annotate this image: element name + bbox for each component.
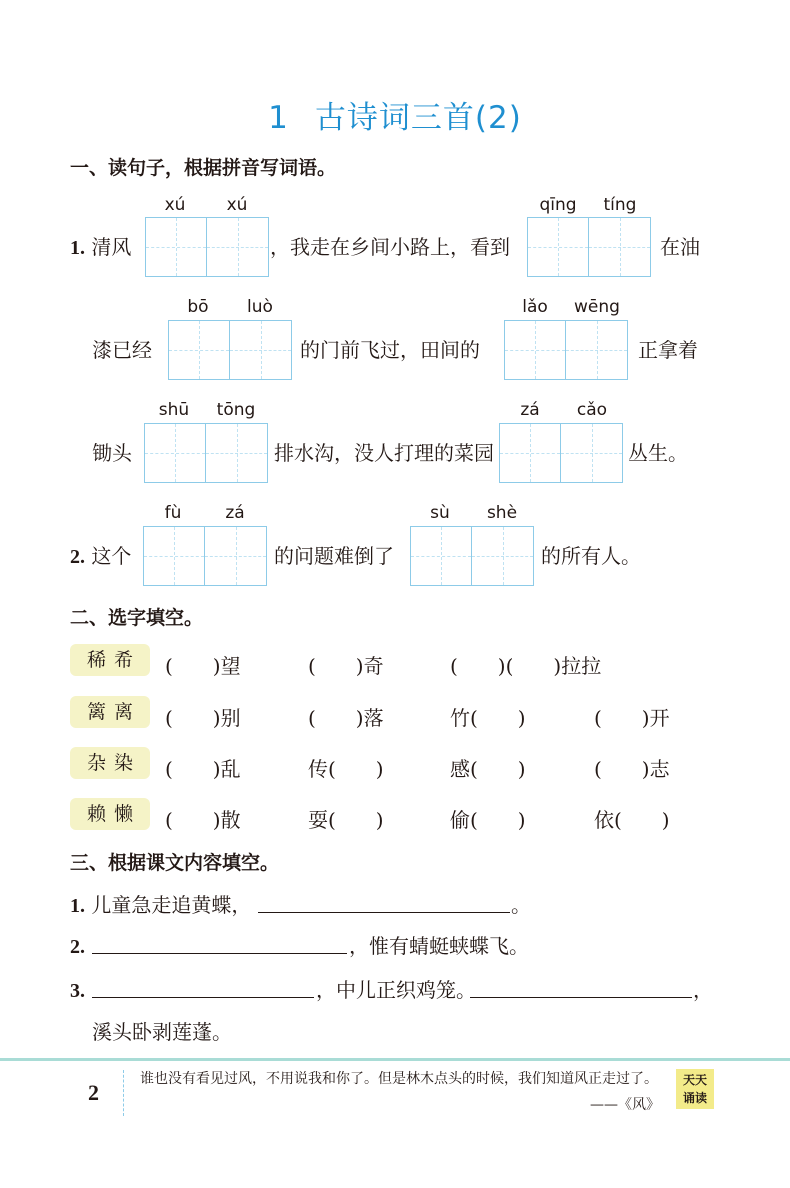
answer-line[interactable] — [92, 953, 347, 954]
pinyin-za-1: zá — [520, 400, 540, 420]
pinyin-shu: shū — [158, 400, 190, 420]
fill-blank[interactable]: ( )开 — [594, 706, 670, 730]
s3-q1-line — [70, 893, 251, 918]
pinyin-za-2: zá — [225, 503, 245, 523]
pinyin-tong: tōng — [216, 400, 256, 420]
fill-blank[interactable]: 依( ) — [594, 808, 670, 832]
page-title — [0, 92, 790, 137]
s3-q2-label: 2. — [70, 936, 85, 958]
q1-text7: 锄头 — [92, 441, 132, 465]
char-choice-chip: 赖懒 — [70, 798, 150, 830]
lesson-title: 古诗词三首(2) — [314, 100, 522, 136]
answer-grid-weng[interactable] — [566, 320, 628, 380]
pinyin-bo: bō — [187, 297, 209, 317]
fill-blank[interactable]: ( )乱 — [165, 757, 241, 781]
answer-line[interactable] — [92, 997, 314, 998]
s3-q3-label: 3. — [70, 980, 85, 1002]
pinyin-su: sù — [430, 503, 450, 523]
page-number: 2 — [88, 1080, 99, 1105]
q2-text3: 的所有人。 — [541, 544, 641, 568]
pinyin-xu-2: xú — [226, 195, 248, 215]
section3-heading: 三、根据课文内容填空。 — [70, 852, 280, 874]
fill-blank[interactable]: 耍( ) — [308, 808, 384, 832]
q2-text2: 的问题难倒了 — [274, 544, 394, 568]
answer-grid-za-1[interactable] — [499, 423, 561, 483]
badge-line2: 诵读 — [682, 1091, 707, 1105]
section1-heading: 一、读句子，根据拼音写词语。 — [70, 157, 337, 179]
q1-text3: 在油 — [660, 235, 700, 259]
answer-grid-shu[interactable] — [144, 423, 206, 483]
fill-blank[interactable]: ( )( )拉拉 — [450, 654, 602, 678]
char-choice-chip: 篱离 — [70, 696, 150, 728]
section2-heading: 二、选字填空。 — [70, 607, 204, 629]
fill-blank[interactable]: ( )散 — [165, 808, 241, 832]
q1-text4: 漆已经 — [92, 338, 152, 362]
q1-text9: 丛生。 — [628, 441, 688, 465]
answer-line[interactable] — [470, 997, 692, 998]
fill-blank[interactable]: ( )别 — [165, 706, 241, 730]
char-choice-chip: 稀希 — [70, 644, 150, 676]
fill-blank[interactable]: 偷( ) — [450, 808, 526, 832]
s3-q3-end: ， — [693, 978, 713, 1002]
q2-text1: 这个 — [91, 544, 132, 568]
answer-grid-su[interactable] — [410, 526, 472, 586]
fill-blank[interactable]: 感( ) — [450, 757, 526, 781]
lesson-number: 1 — [268, 100, 289, 136]
fill-blank[interactable]: ( )落 — [308, 706, 384, 730]
q1-text2: ，我走在乡间小路上，看到 — [270, 235, 510, 259]
s3-q3-continuation: 溪头卧剥莲蓬。 — [92, 1020, 232, 1044]
q1-text6: 正拿着 — [638, 338, 698, 362]
fill-blank[interactable]: ( )志 — [594, 757, 670, 781]
badge-line1: 天天 — [682, 1073, 707, 1087]
pinyin-qing: qīng — [539, 195, 577, 215]
pinyin-she: shè — [486, 503, 518, 523]
answer-grid-luo[interactable] — [230, 320, 292, 380]
answer-grid-fu[interactable] — [143, 526, 205, 586]
footer-quote: 谁也没有看见过风，不用说我和你了。但是林木点头的时候，我们知道风正走过了。 — [140, 1071, 658, 1087]
answer-line[interactable] — [258, 912, 510, 913]
pinyin-xu-1: xú — [164, 195, 186, 215]
answer-grid-xu-1[interactable] — [145, 217, 207, 277]
pinyin-lao: lǎo — [522, 297, 548, 317]
s3-q2-text: ，惟有蜻蜓蛱蝶飞。 — [349, 934, 529, 958]
q2-line-start — [70, 544, 131, 569]
q1-text1: 清风 — [91, 235, 132, 259]
answer-grid-za-2[interactable] — [205, 526, 267, 586]
pinyin-fu: fù — [164, 503, 182, 523]
s3-q1-end: 。 — [511, 893, 531, 917]
pinyin-cao: cǎo — [576, 400, 608, 420]
footer-quote-source: ——《风》 — [590, 1097, 660, 1113]
q1-text8: 排水沟，没人打理的菜园 — [274, 441, 494, 465]
answer-grid-tong[interactable] — [206, 423, 268, 483]
q2-label: 2. — [70, 546, 85, 568]
s3-q1-text: 儿童急走追黄蝶， — [91, 893, 252, 917]
fill-blank[interactable]: 竹( ) — [450, 706, 526, 730]
answer-grid-qing[interactable] — [527, 217, 589, 277]
pinyin-weng: wēng — [574, 297, 620, 317]
answer-grid-cao[interactable] — [561, 423, 623, 483]
fill-blank[interactable]: ( )奇 — [308, 654, 384, 678]
answer-grid-lao[interactable] — [504, 320, 566, 380]
answer-grid-bo[interactable] — [168, 320, 230, 380]
answer-grid-she[interactable] — [472, 526, 534, 586]
q1-text5: 的门前飞过，田间的 — [300, 338, 480, 362]
footer-dashed-separator — [123, 1070, 124, 1116]
pinyin-luo: luò — [247, 297, 273, 317]
fill-blank[interactable]: 传( ) — [308, 757, 384, 781]
answer-grid-xu-2[interactable] — [207, 217, 269, 277]
s3-q3-text: ，中儿正织鸡笼。 — [316, 978, 476, 1002]
footer-divider — [0, 1058, 790, 1061]
char-choice-chip: 杂染 — [70, 747, 150, 779]
answer-grid-ting[interactable] — [589, 217, 651, 277]
fill-blank[interactable]: ( )望 — [165, 654, 241, 678]
q1-line1-start — [70, 235, 131, 260]
pinyin-ting: tíng — [603, 195, 637, 215]
daily-reading-badge — [676, 1069, 714, 1109]
s3-q1-label: 1. — [70, 895, 85, 917]
q1-label: 1. — [70, 237, 85, 259]
